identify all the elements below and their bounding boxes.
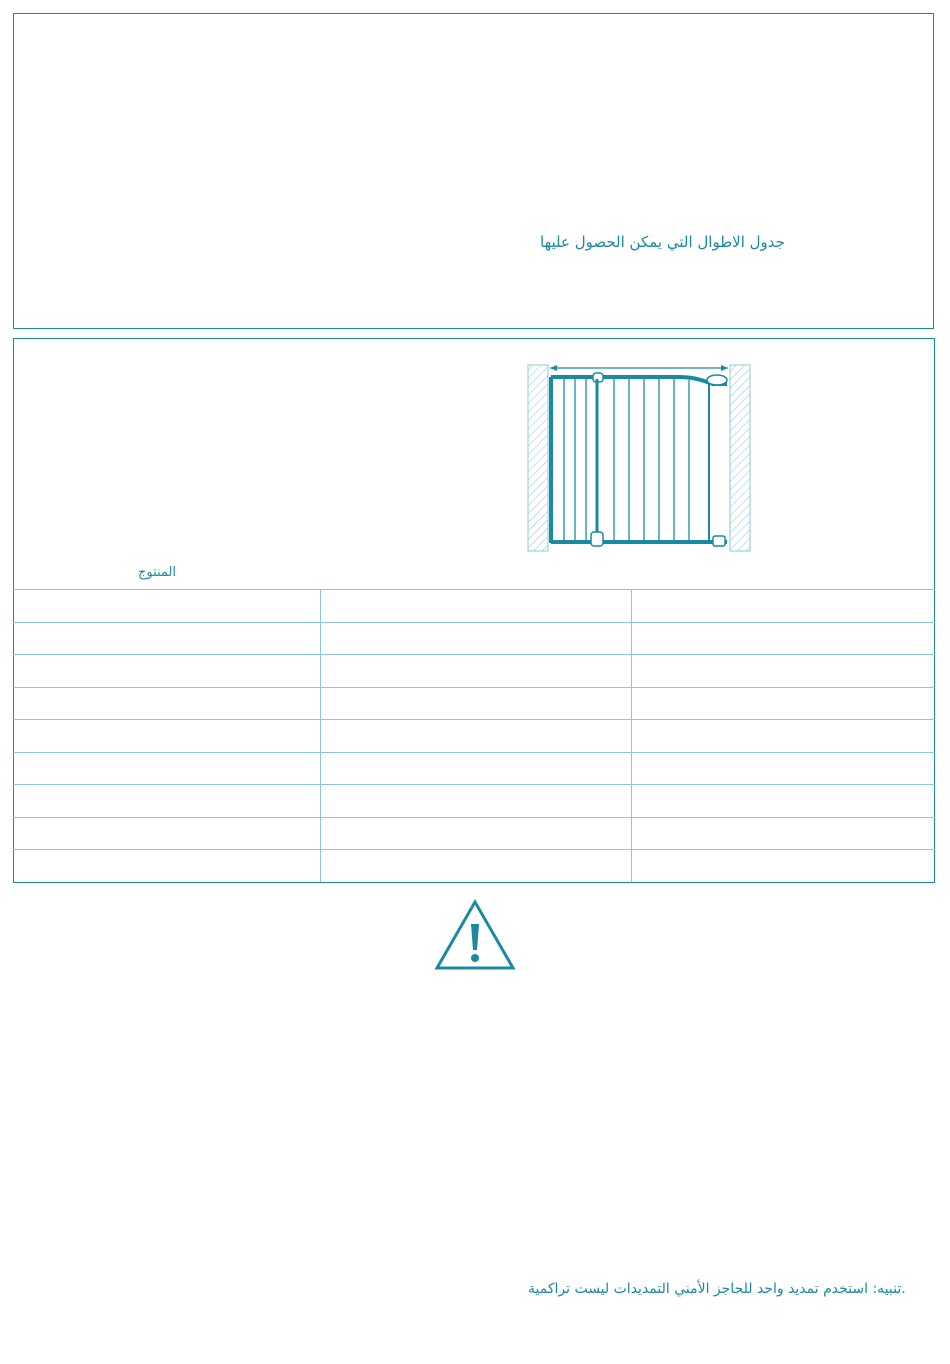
table-row-line <box>13 817 935 818</box>
length-table-header-box <box>13 13 934 329</box>
table-row-line <box>13 589 935 590</box>
table-row-line <box>13 719 935 720</box>
length-table-title: جدول الاطوال التي يمكن الحصول عليها <box>540 233 785 251</box>
warning-note: .تنبيه: استخدم تمديد واحد للحاجز الأمني التمديدات ليست تراكمية <box>528 1281 906 1297</box>
table-column-divider <box>320 589 321 882</box>
table-row-line <box>13 849 935 850</box>
table-row-line <box>13 622 935 623</box>
product-column-label: المنتوج <box>138 565 177 580</box>
table-row-line <box>13 752 935 753</box>
table-row-line <box>13 687 935 688</box>
table-row-line <box>13 654 935 655</box>
warning-triangle-icon <box>433 898 517 972</box>
product-table-box <box>13 338 935 883</box>
table-row-line <box>13 784 935 785</box>
safety-gate-icon <box>527 362 753 554</box>
table-column-divider <box>631 589 632 882</box>
